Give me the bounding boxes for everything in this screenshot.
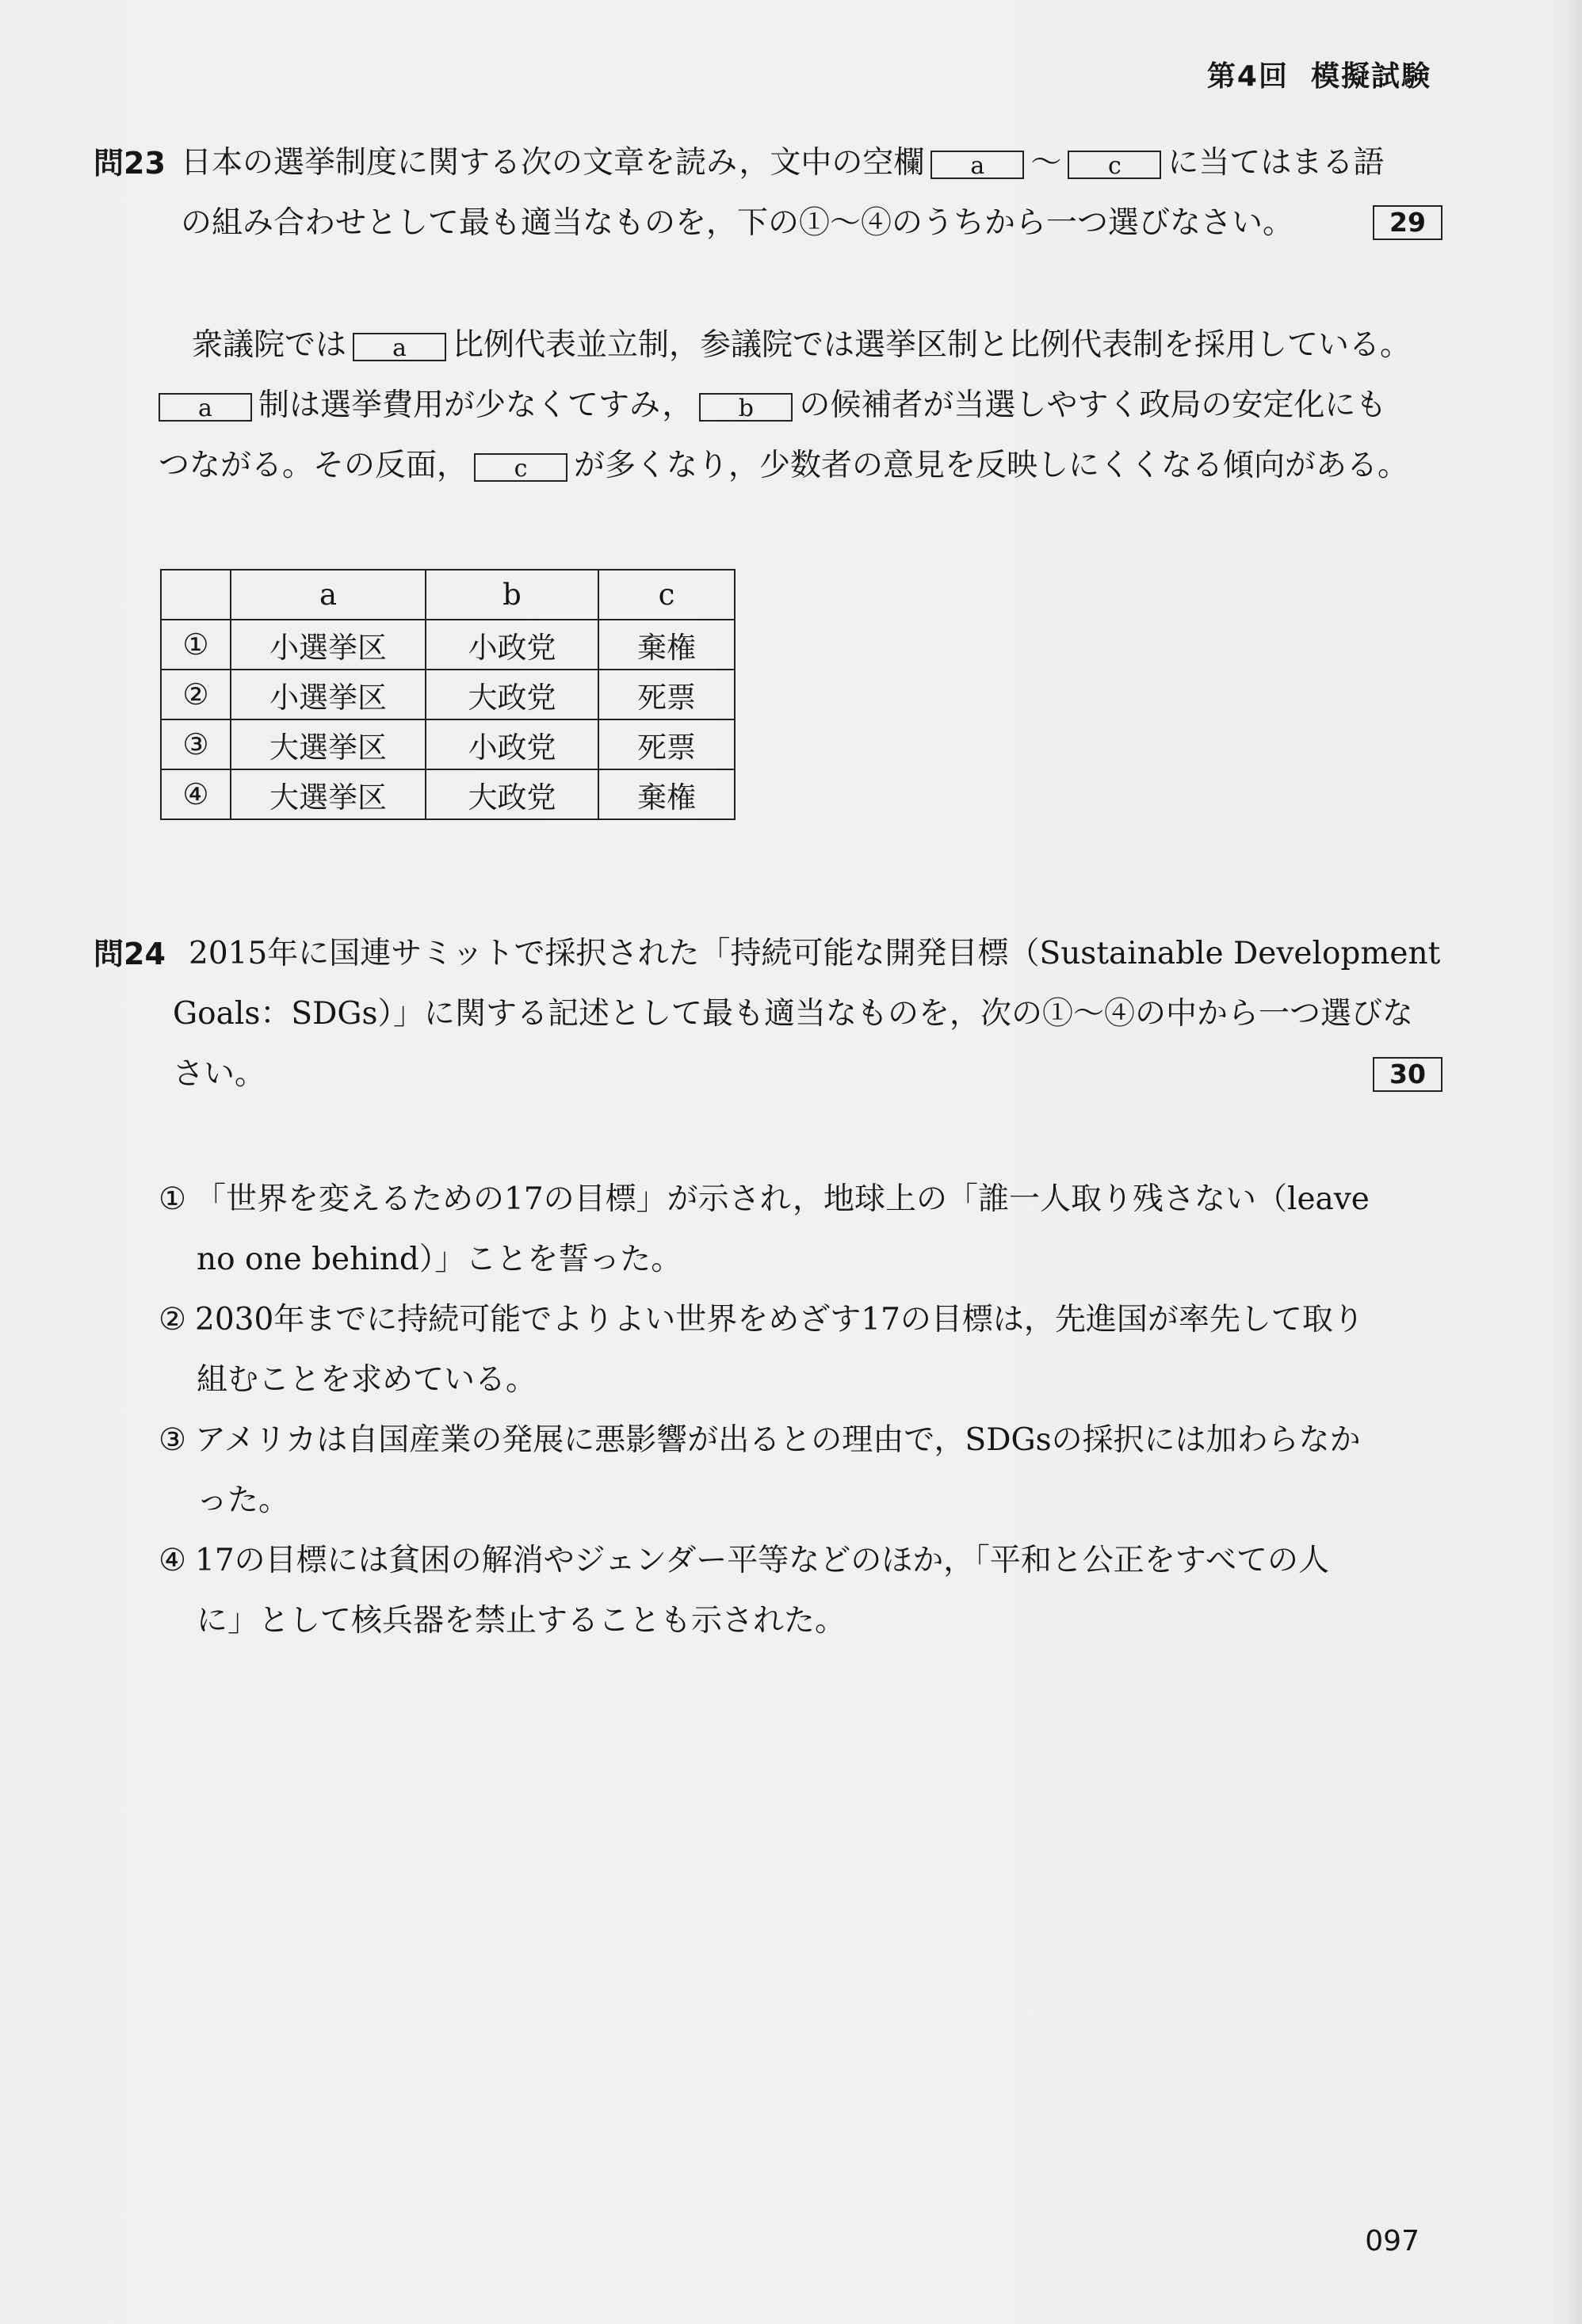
page-edge-shadow: [1555, 0, 1582, 2324]
passage-line: [159, 376, 1466, 436]
choice-3: [159, 1410, 1458, 1531]
question-24: [94, 924, 1443, 1105]
passage-text: 比例代表並立制，参議院では選挙区制と比例代表制を採用している。: [453, 327, 1412, 363]
passage-text: 衆議院では: [192, 327, 347, 363]
table-cell: ②: [161, 670, 231, 719]
blank-box: c: [474, 453, 567, 482]
choice-line: [159, 1410, 1458, 1471]
passage-line: [192, 315, 1466, 376]
choice-number: ②: [159, 1302, 186, 1338]
blank-box: a: [930, 151, 1024, 179]
answer-table: [160, 569, 736, 820]
choice-number: ③: [159, 1422, 186, 1458]
table-header-row: [161, 570, 735, 620]
choice-text: 17の目標には貧困の解消やジェンダー平等などのほか，「平和と公正をすべての人: [195, 1543, 1330, 1578]
question-line: Goals：SDGs）」に関する記述として最も適当なものを，次の①～④の中から一つ選びな: [173, 996, 1414, 1032]
question-text: [181, 133, 1443, 254]
table-cell: 死票: [598, 670, 735, 719]
question-line: 2015年に国連サミットで採択された「持続可能な開発目標（Sustainable Development: [189, 936, 1441, 971]
passage-line: [159, 436, 1466, 496]
blank-box: a: [353, 333, 446, 361]
exam-title: 模擬試験: [1310, 60, 1431, 93]
question-line: の組み合わせとして最も適当なものを，下の①～④のうちから一つ選びなさい。: [181, 205, 1294, 241]
range-mark: ～: [1030, 145, 1062, 181]
table-cell: 大選挙区: [231, 769, 426, 819]
question-line: さい。: [173, 1056, 266, 1092]
table-row: [161, 719, 735, 769]
choice-text: 2030年までに持続可能でよりよい世界をめざす17の目標は，先進国が率先して取り: [195, 1302, 1364, 1338]
table-cell: 棄権: [598, 769, 735, 819]
choice-2: [159, 1290, 1458, 1410]
question-23: [94, 133, 1443, 254]
question-number: 問24: [94, 937, 166, 971]
choice-text: アメリカは自国産業の発展に悪影響が出るとの理由で，SDGsの採択には加わらなか: [195, 1422, 1361, 1458]
table-row: [161, 620, 735, 670]
choice-number: ④: [159, 1543, 186, 1578]
choice-text: 「世界を変えるための17の目標」が示され，地球上の「誰一人取り残さない（leave: [195, 1181, 1370, 1217]
table-cell: ①: [161, 620, 231, 670]
choice-line: [159, 1170, 1458, 1230]
choice-4: [159, 1531, 1458, 1651]
table-row: [161, 670, 735, 719]
passage-text: 制は選挙費用が少なくてすみ，: [258, 387, 694, 423]
question-text-part: に当てはまる語: [1167, 145, 1385, 181]
exam-round: 第4回: [1206, 60, 1289, 93]
passage-text: つながる。その反面，: [159, 448, 468, 483]
choice-1: [159, 1170, 1458, 1290]
table-cell: 棄権: [598, 620, 735, 670]
table-header-cell: a: [231, 570, 426, 620]
choice-line: [159, 1531, 1458, 1591]
page-header: [1207, 54, 1431, 94]
question-number: 問23: [94, 146, 166, 181]
table-cell: 大政党: [426, 769, 598, 819]
passage: [159, 315, 1466, 496]
choice-line: [159, 1290, 1458, 1350]
answer-number-box: 30: [1373, 1057, 1443, 1092]
question-text: [173, 924, 1443, 1105]
table-cell: 小選挙区: [231, 670, 426, 719]
table-cell: 小政党: [426, 620, 598, 670]
answer-number-box: 29: [1373, 205, 1443, 240]
question-line: [181, 133, 1443, 193]
choice-line: った。: [197, 1483, 290, 1518]
blank-box: c: [1068, 151, 1161, 179]
choice-line: 組むことを求めている。: [197, 1362, 537, 1398]
answer-choices: [159, 1170, 1458, 1651]
table-header-cell: [161, 570, 231, 620]
table-cell: 大政党: [426, 670, 598, 719]
question-text-part: 日本の選挙制度に関する次の文章を読み，文中の空欄: [181, 145, 925, 181]
table-header-cell: b: [426, 570, 598, 620]
choice-line: no one behind）」ことを誓った。: [197, 1242, 682, 1277]
choice-number: ①: [159, 1181, 186, 1217]
passage-text: の候補者が当選しやすく政局の安定化にも: [799, 387, 1387, 423]
passage-text: が多くなり，少数者の意見を反映しにくくなる傾向がある。: [574, 448, 1409, 483]
choice-line: に」として核兵器を禁止することも示された。: [197, 1603, 846, 1639]
table-cell: 小政党: [426, 719, 598, 769]
table-cell: 死票: [598, 719, 735, 769]
table-header-cell: c: [598, 570, 735, 620]
table-cell: 小選挙区: [231, 620, 426, 670]
table-cell: 大選挙区: [231, 719, 426, 769]
table-row: [161, 769, 735, 819]
blank-box: b: [699, 393, 793, 422]
blank-box: a: [159, 393, 252, 422]
table-cell: ③: [161, 719, 231, 769]
table-cell: ④: [161, 769, 231, 819]
page-number: 097: [1365, 2225, 1420, 2257]
